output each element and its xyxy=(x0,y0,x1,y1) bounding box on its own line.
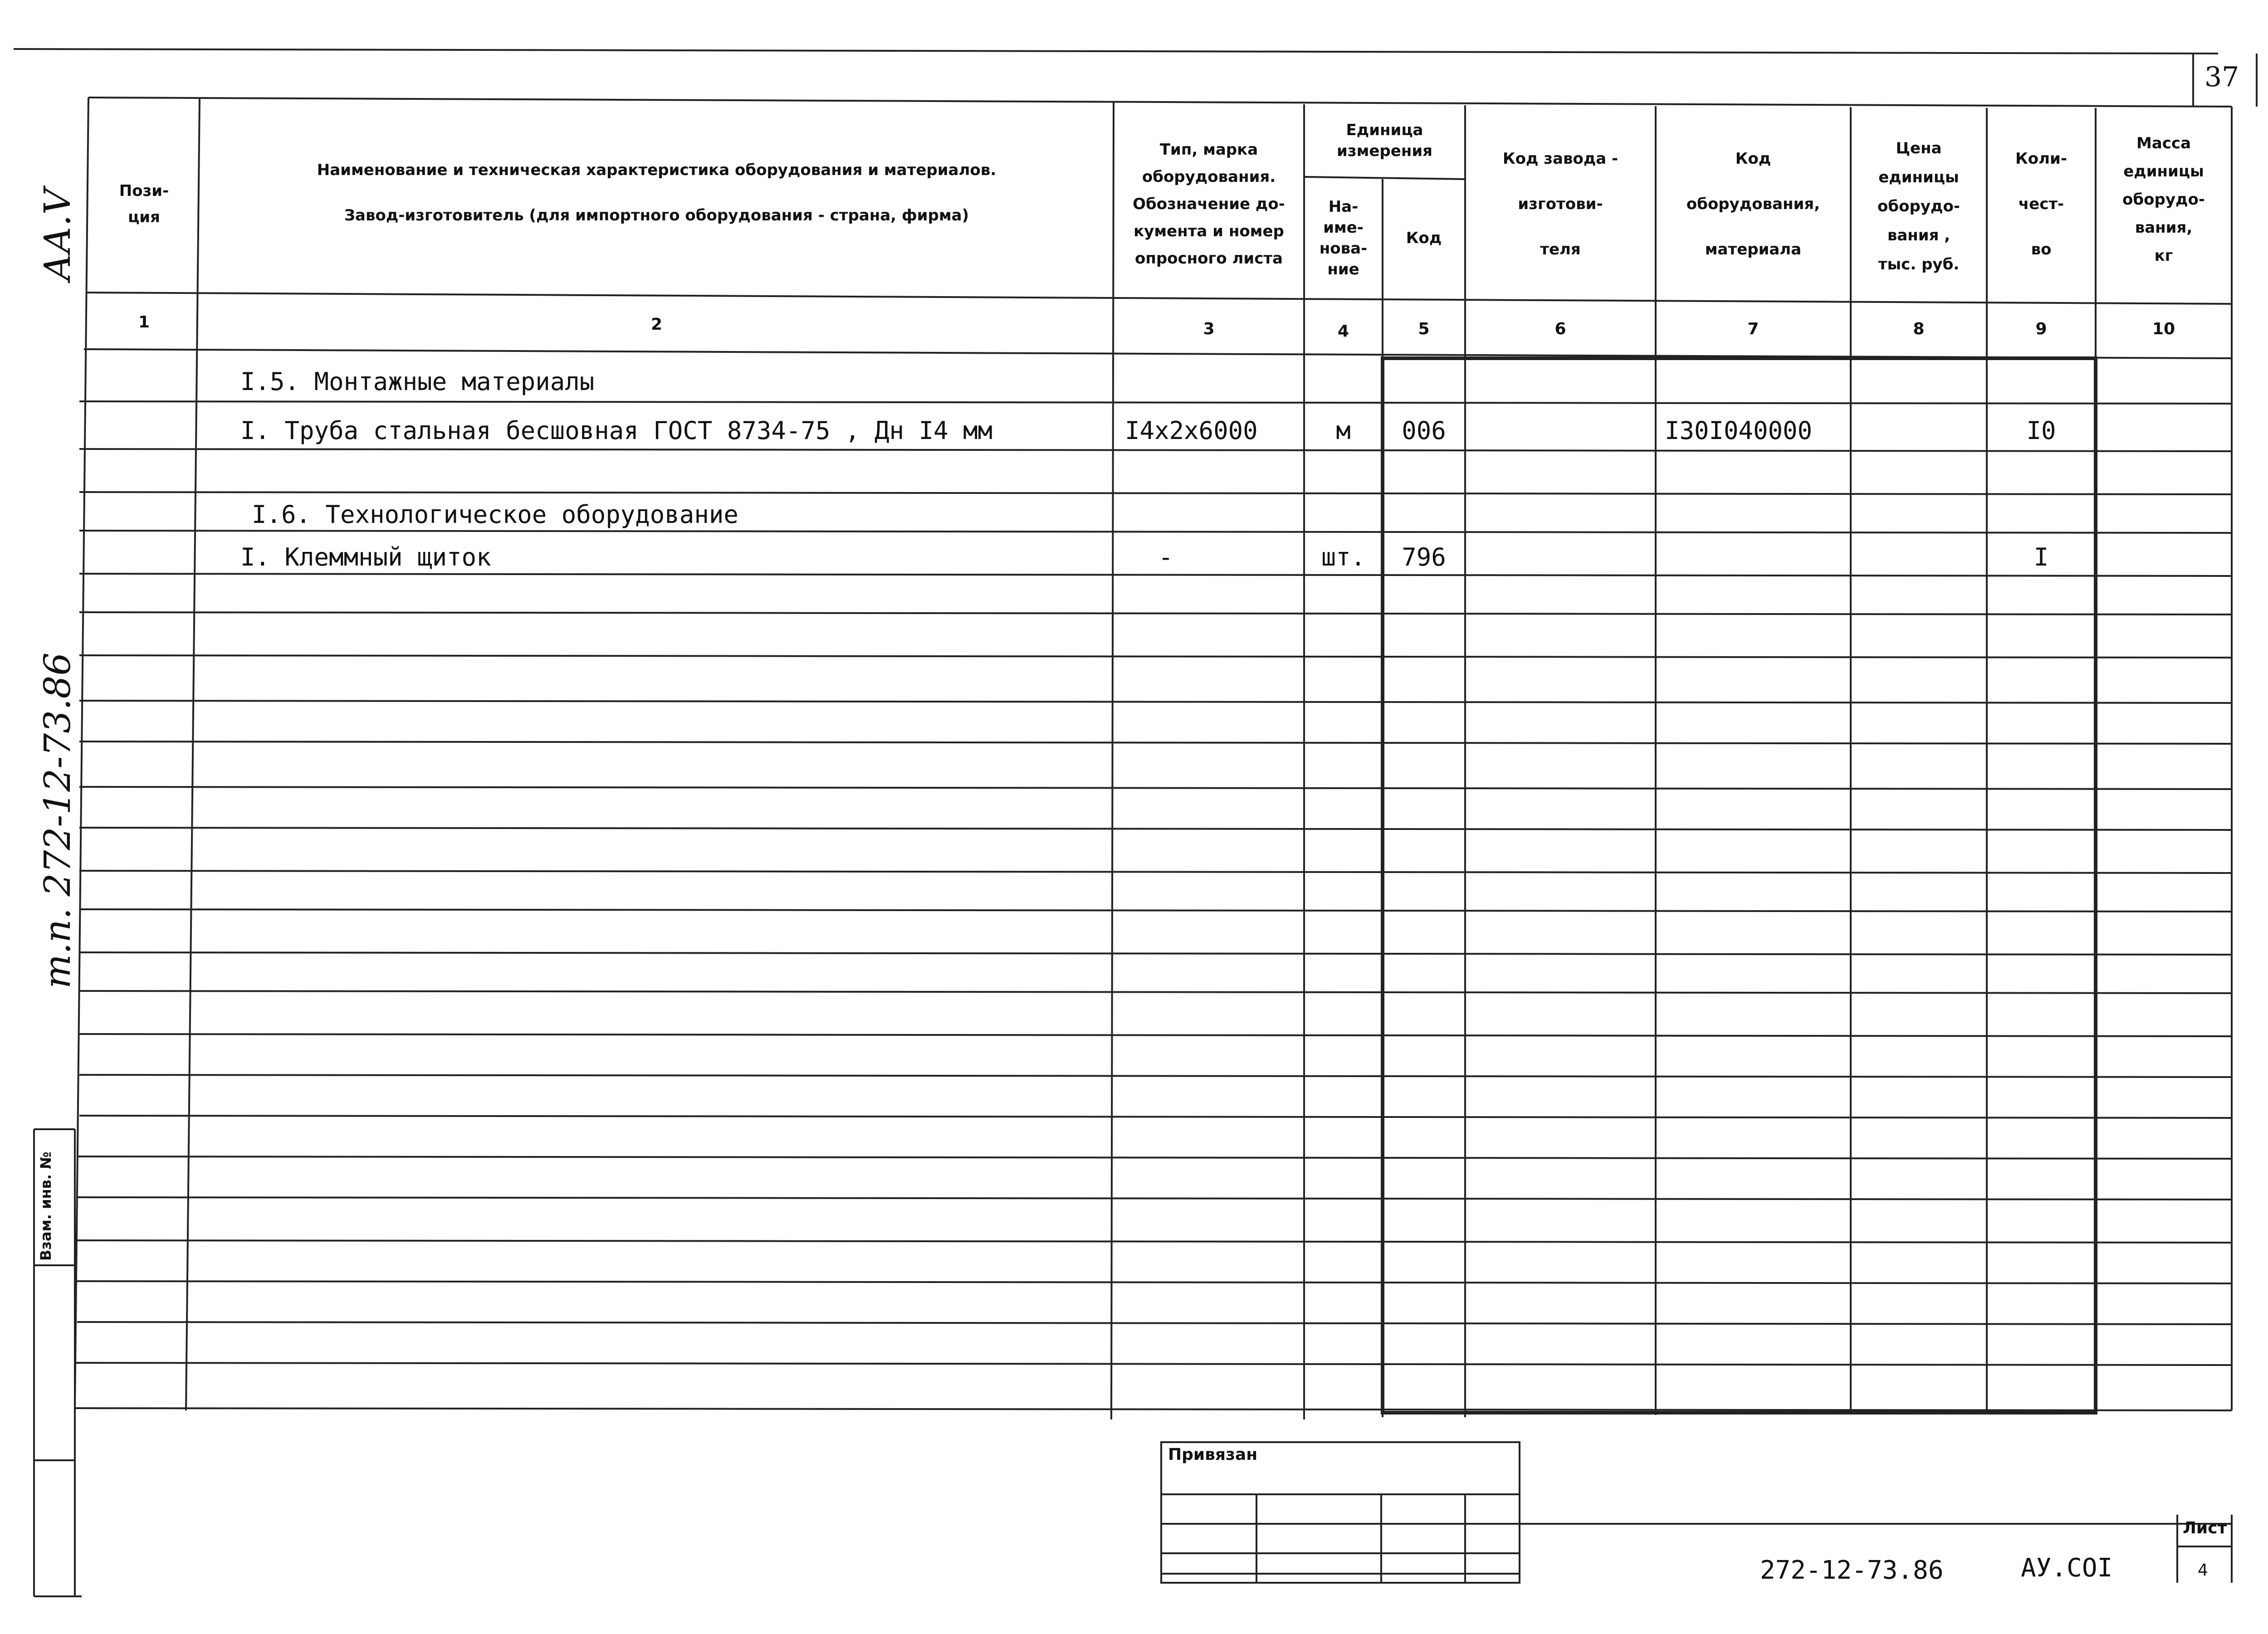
table-row-name: I. Труба стальная бесшовная ГОСТ 8734-75 , Дн I4 мм xyxy=(240,416,993,445)
column-number: 6 xyxy=(1554,320,1566,338)
table-row-quantity: I0 xyxy=(2026,416,2056,445)
table-row-code: 796 xyxy=(1402,543,1446,571)
table-row-quantity: I xyxy=(2033,543,2049,571)
sheet-label: Лист xyxy=(2183,1519,2227,1537)
section-heading: I.6. Технологическое оборудование xyxy=(252,500,738,529)
column-number: 7 xyxy=(1747,320,1759,338)
header-position: Пози- ция xyxy=(119,182,169,226)
section-heading: I.5. Монтажные материалы xyxy=(240,367,595,396)
table-row-unit: шт. xyxy=(1321,543,1366,571)
header-unit-name: На- име- нова- ние xyxy=(1319,198,1368,278)
column-number: 9 xyxy=(2035,320,2047,338)
document-code: АУ.COI xyxy=(2021,1553,2113,1583)
header-unit-code: Код xyxy=(1406,229,1442,247)
column-number: 4 xyxy=(1337,322,1349,341)
column-number: 10 xyxy=(2152,320,2175,338)
header-price: Цена единицы оборудо- вания , тыс. руб. xyxy=(1877,139,1960,273)
page-number: 37 xyxy=(2204,61,2239,93)
table-row-code: 006 xyxy=(1402,416,1446,445)
sheet-number: 4 xyxy=(2198,1561,2208,1580)
side-label: АА.V xyxy=(36,188,78,281)
side-inventory-label: Взам. инв. № xyxy=(37,1151,54,1261)
header-equipment-code: Код оборудования, материала xyxy=(1686,150,1820,259)
side-project-number: т.п. 272-12-73.86 xyxy=(36,652,78,989)
column-number: 5 xyxy=(1418,320,1430,338)
table-row-unit: м xyxy=(1336,416,1351,445)
header-factory-code: Код завода - изготови- теля xyxy=(1502,150,1618,259)
header-type: Тип, марка оборудования. Обозначение до- кумента и номер опросного листа xyxy=(1133,141,1285,268)
table-row-name: I. Клеммный щиток xyxy=(240,543,491,571)
column-number: 1 xyxy=(138,313,150,332)
column-number: 2 xyxy=(650,315,663,334)
column-number: 8 xyxy=(1913,320,1925,338)
header-unit-group: Единица измерения xyxy=(1337,121,1432,160)
header-mass: Масса единицы оборудо- вания, кг xyxy=(2122,134,2205,265)
header-quantity: Коли- чест- во xyxy=(2015,150,2067,259)
document-number: 272-12-73.86 xyxy=(1760,1556,1944,1585)
bound-label: Привязан xyxy=(1168,1445,1258,1464)
header-name: Наименование и техническая характеристика оборудования и материалов. Завод-изготовитель (для импортного оборудования - страна, фирма) xyxy=(317,161,997,224)
table-row-type: - xyxy=(1158,543,1173,571)
table-row-type: I4x2x6000 xyxy=(1125,416,1258,445)
column-number: 3 xyxy=(1203,320,1215,338)
table-row-equipment-code: I30I040000 xyxy=(1665,416,1813,445)
